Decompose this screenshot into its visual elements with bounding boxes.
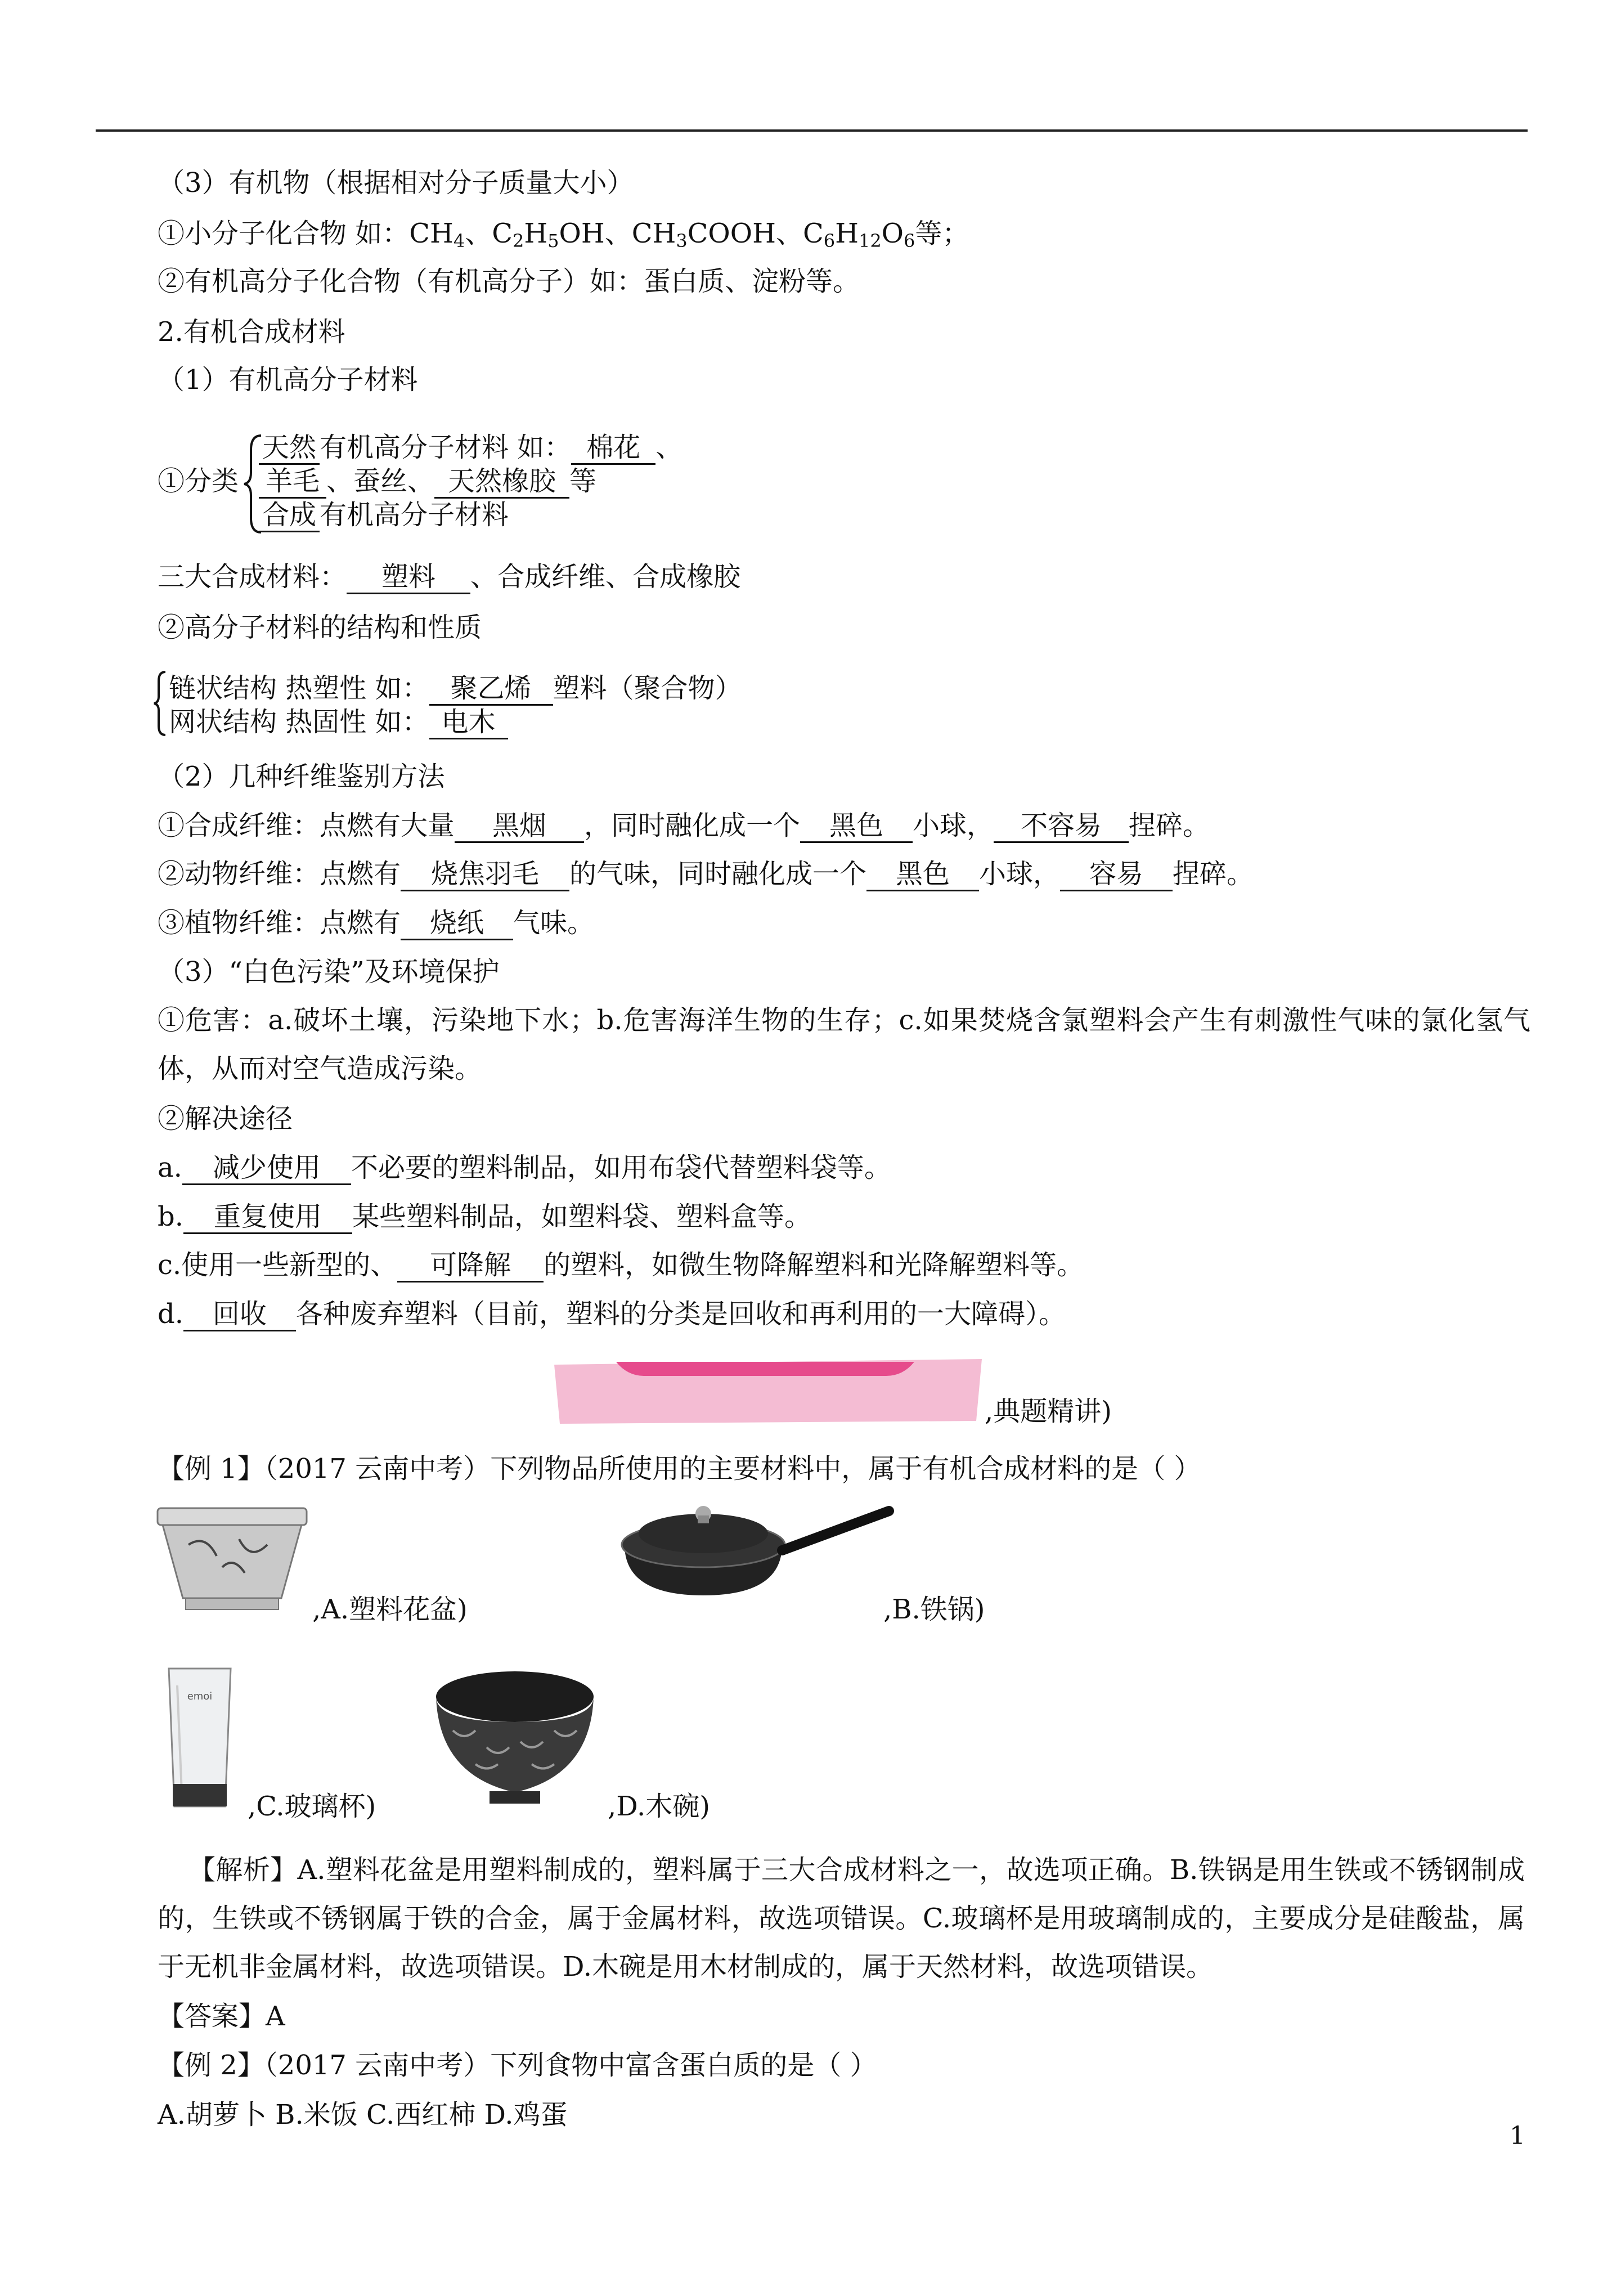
example-1-question: 【例 1】（2017 云南中考）下列物品所使用的主要材料中，属于有机合成材料的是（ ）: [158, 1453, 1201, 1485]
fiber-plant-line: ③植物纤维：点燃有 烧纸 气味。: [158, 906, 594, 940]
banner-caption: ,典题精讲): [985, 1396, 1112, 1427]
chain-structure-line: 链状结构 热塑性 如： 聚乙烯 塑料（聚合物）: [169, 671, 742, 706]
plastic-flowerpot-image: [155, 1500, 309, 1621]
heading-organic-synthetic: 2.有机合成材料: [158, 316, 345, 348]
polymer-line: ②有机高分子化合物（有机高分子）如：蛋白质、淀粉等。: [158, 266, 860, 297]
solution-d: d. 回收 各种废弃塑料（目前，塑料的分类是回收和再利用的一大障碍）。: [158, 1297, 1066, 1331]
classify-row-natural: 天然 有机高分子材料 如： 棉花 、: [259, 430, 682, 465]
small-molecule-line: ①小分子化合物 如：$CH_4$、$C_2H_5OH$、$CH_3COOH$、$C_6H_{12}O_6$等；: [158, 218, 969, 252]
section-3-title: （3）有机物（根据相对分子质量大小）: [158, 167, 634, 199]
wooden-bowl-image: [425, 1663, 605, 1820]
option-a-label: ,A.塑料花盆): [312, 1594, 468, 1625]
header-rule: [96, 129, 1528, 132]
three-synthetic-line: 三大合成材料： 塑料 、合成纤维、合成橡胶: [158, 560, 740, 594]
fiber-title: （2）几种纤维鉴别方法: [158, 761, 445, 792]
example-2-question: 【例 2】（2017 云南中考）下列食物中富含蛋白质的是（ ）: [158, 2050, 877, 2081]
structure-brace: [152, 670, 168, 737]
fiber-synthetic-line: ①合成纤维：点燃有大量 黑烟 ，同时融化成一个 黑色 小球， 不容易 捏碎。: [158, 809, 1210, 843]
solution-b: b. 重复使用 某些塑料制品，如塑料袋、塑料盒等。: [158, 1200, 811, 1234]
glass-cup-image: [155, 1663, 245, 1820]
classify-label: ①分类: [158, 465, 239, 497]
solution-a: a. 减少使用 不必要的塑料制品，如用布袋代替塑料袋等。: [158, 1151, 891, 1185]
classify-row-synthetic: 合成 有机高分子材料: [259, 498, 509, 532]
section-banner: [549, 1353, 987, 1427]
example-2-options: A.胡萝卜 B.米饭 C.西红柿 D.鸡蛋: [158, 2099, 568, 2131]
white-pollution-title: （3）“白色污染”及环境保护: [158, 956, 500, 988]
iron-wok-image: [613, 1500, 895, 1601]
harm-paragraph: ①危害：a.破坏土壤，污染地下水；b.危害海洋生物的生存；c.如果焚烧含氯塑料会产生有刺激性气味的氯化氢气体，从而对空气造成污染。: [158, 1004, 1530, 1084]
classify-row-wool: 羊毛 、蚕丝、 天然橡胶 等: [259, 464, 596, 499]
fiber-animal-line: ②动物纤维：点燃有 烧焦羽毛 的气味，同时融化成一个 黑色 小球， 容易 捏碎。: [158, 857, 1254, 891]
option-d-label: ,D.木碗): [608, 1791, 711, 1822]
page-number: 1: [1510, 2122, 1525, 2150]
solution-c: c.使用一些新型的、 可降解 的塑料，如微生物降解塑料和光降解塑料等。: [158, 1248, 1084, 1282]
solution-title: ②解决途径: [158, 1103, 293, 1134]
answer-line: 【答案】A: [158, 2001, 285, 2032]
subheading-polymer-materials: （1）有机高分子材料: [158, 364, 418, 396]
cup-brand-text: emoi: [187, 1690, 213, 1702]
analysis-paragraph: 【解析】A.塑料花盆是用塑料制成的，塑料属于三大合成材料之一，故选项正确。B.铁锅是用生铁或不锈钢制成的，生铁或不锈钢属于铁的合金，属于金属材料，故选项错误。C.玻璃杯是用玻璃制成的，主要成分是硅酸盐，属于无机非金属材料，故选项错误。D.木碗是用木材制成的，属于天然材料，故选项错误。: [158, 1854, 1525, 1983]
option-b-label: ,B.铁锅): [883, 1594, 985, 1625]
option-c-label: ,C.玻璃杯): [248, 1791, 376, 1822]
structure-title: ②高分子材料的结构和性质: [158, 612, 482, 643]
network-structure-line: 网状结构 热固性 如： 电木: [169, 705, 508, 739]
